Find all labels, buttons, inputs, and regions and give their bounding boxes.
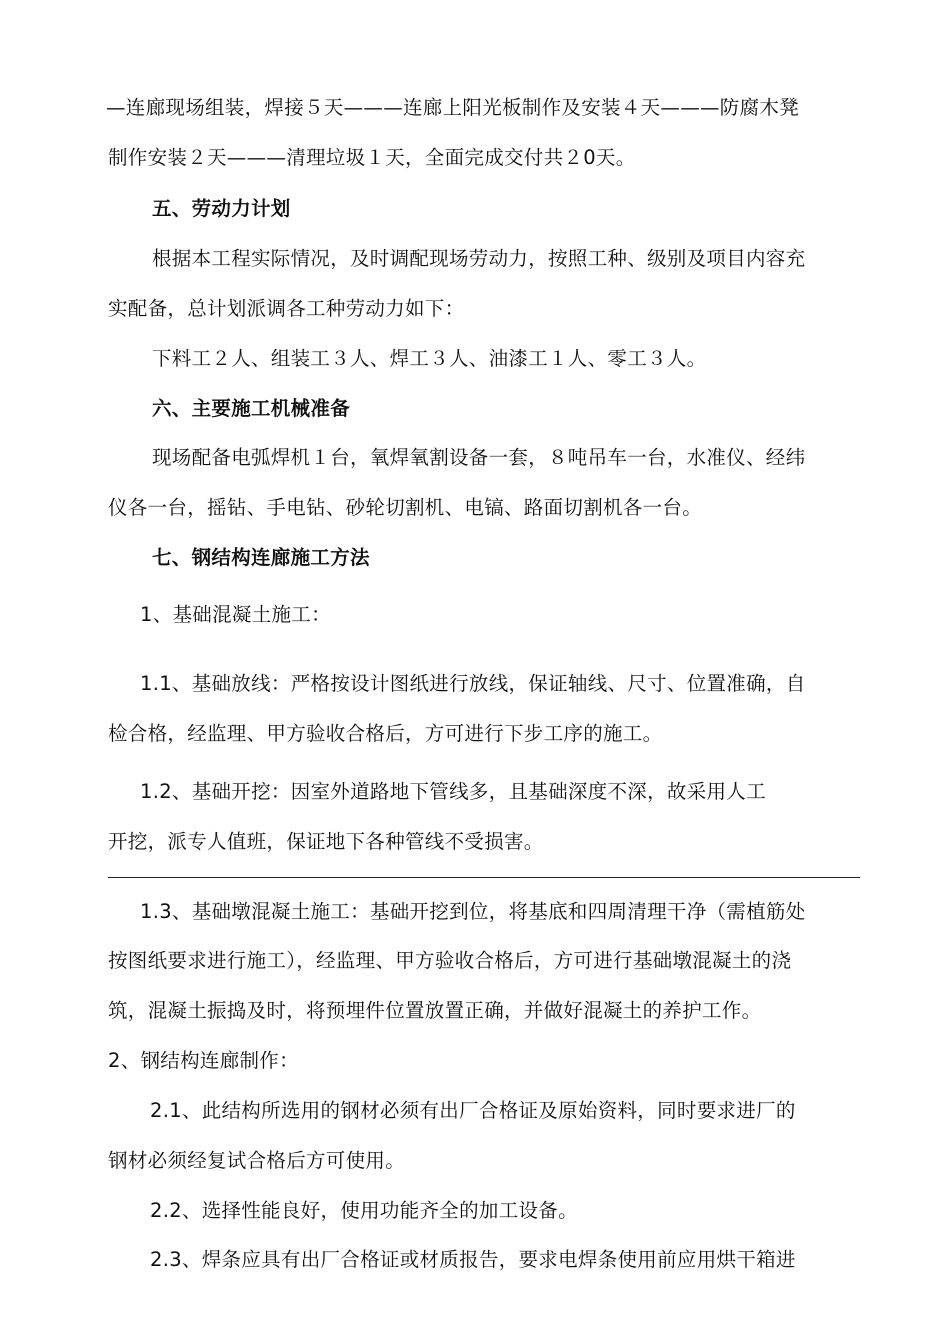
section-heading-labor-plan: 五、劳动力计划 — [152, 197, 291, 220]
paragraph-2-1-line-1: 2.1、此结构所选用的钢材必须有出厂合格证及原始资料，同时要求进厂的 — [150, 1099, 796, 1122]
paragraph-1-1-line-2: 检合格，经监理、甲方验收合格后，方可进行下步工序的施工。 — [108, 722, 663, 745]
paragraph-machinery-line-1: 现场配备电弧焊机１台，氧焊氧割设备一套，８吨吊车一台，水准仪、经纬 — [152, 446, 806, 469]
paragraph-labor-line-1: 根据本工程实际情况，及时调配现场劳动力，按照工种、级别及项目内容充 — [152, 247, 806, 270]
paragraph-schedule-line-1: —连廊现场组装，焊接５天———连廊上阳光板制作及安装４天———防腐木凳 — [106, 96, 799, 119]
section-heading-machinery: 六、主要施工机械准备 — [152, 397, 351, 420]
subheading-steel-corridor-fabrication: 2、钢结构连廊制作： — [108, 1049, 299, 1072]
paragraph-1-3-line-1: 1.3、基础墩混凝土施工：基础开挖到位，将基底和四周清理干净（需植筋处 — [140, 900, 806, 923]
paragraph-labor-line-2: 实配备，总计划派调各工种劳动力如下： — [108, 297, 465, 320]
paragraph-machinery-line-2: 仪各一台，摇钻、手电钻、砂轮切割机、电镐、路面切割机各一台。 — [108, 496, 703, 519]
paragraph-1-2-line-1: 1.2、基础开挖：因室外道路地下管线多，且基础深度不深，故采用人工 — [140, 780, 766, 803]
subheading-foundation-concrete: 1、基础混凝土施工： — [140, 603, 331, 626]
paragraph-1-2-line-2: 开挖，派专人值班，保证地下各种管线不受损害。 — [108, 830, 544, 853]
paragraph-1-1-line-1: 1.1、基础放线：严格按设计图纸进行放线，保证轴线、尺寸、位置准确，自 — [140, 672, 806, 695]
paragraph-2-1-line-2: 钢材必须经复试合格后方可使用。 — [108, 1149, 406, 1172]
paragraph-2-3-line-1: 2.3、焊条应具有出厂合格证或材质报告，要求电焊条使用前应用烘干箱进 — [150, 1248, 796, 1271]
paragraph-labor-workers: 下料工２人、组装工３人、焊工３人、油漆工１人、零工３人。 — [152, 347, 707, 370]
paragraph-2-2: 2.2、选择性能良好，使用功能齐全的加工设备。 — [150, 1199, 578, 1222]
paragraph-1-3-line-3: 筑，混凝土振捣及时，将预埋件位置放置正确，并做好混凝土的养护工作。 — [108, 999, 762, 1022]
paragraph-1-3-line-2: 按图纸要求进行施工），经监理、甲方验收合格后，方可进行基础墩混凝土的浇 — [108, 949, 792, 972]
paragraph-schedule-line-2: 制作安装２天———清理垃圾１天，全面完成交付共２0天。 — [108, 146, 636, 169]
section-heading-construction-method: 七、钢结构连廊施工方法 — [152, 546, 370, 569]
horizontal-divider — [108, 877, 860, 878]
